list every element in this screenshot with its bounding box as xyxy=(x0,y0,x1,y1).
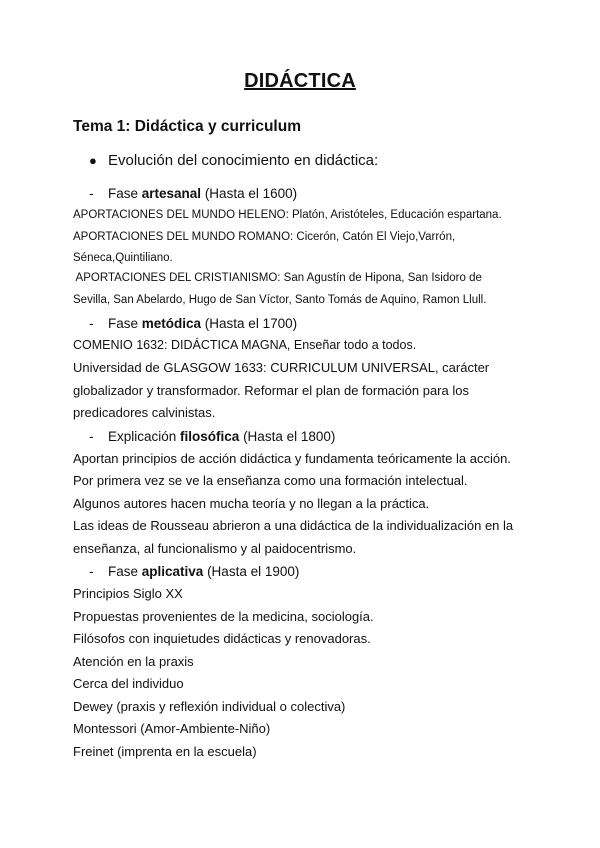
phase-heading xyxy=(108,564,299,579)
text-line: Aportan principios de acción didáctica y fundamenta teóricamente la acción. xyxy=(73,451,511,466)
phase-prefix: Fase xyxy=(108,564,142,579)
text-line: Por primera vez se ve la enseñanza como una formación intelectual. xyxy=(73,473,468,488)
phase-name: aplicativa xyxy=(141,564,204,579)
phase-heading xyxy=(108,316,297,331)
dash-marker: - xyxy=(89,428,94,444)
text-line: Principios Siglo XX xyxy=(73,586,183,601)
page-title: DIDÁCTICA xyxy=(244,70,356,92)
text-line: predicadores calvinistas. xyxy=(73,405,216,420)
dash-marker: - xyxy=(89,563,94,579)
text-line: Freinet (imprenta en la escuela) xyxy=(73,744,257,759)
text-line: Cerca del individuo xyxy=(73,676,184,691)
phase-heading xyxy=(108,186,297,201)
phase-prefix: Fase xyxy=(108,186,142,201)
bullet-text: Evolución del conocimiento en didáctica: xyxy=(108,152,379,169)
text-line: Propuestas provenientes de la medicina, sociología. xyxy=(73,609,374,624)
text-line: Universidad de GLASGOW 1633: CURRICULUM UNIVERSAL, carácter xyxy=(73,360,490,375)
dash-marker: - xyxy=(89,315,94,331)
phase-period: (Hasta el 1600) xyxy=(201,186,298,201)
phase-heading xyxy=(108,429,335,444)
phase-name: metódica xyxy=(141,316,202,331)
text-line: Las ideas de Rousseau abrieron a una didáctica de la individualización en la xyxy=(73,518,514,533)
text-line: enseñanza, al funcionalismo y al paidocentrismo. xyxy=(73,541,357,556)
text-line: APORTACIONES DEL MUNDO HELENO: Platón, Aristóteles, Educación espartana. xyxy=(73,209,502,221)
phase-name: filosófica xyxy=(180,429,240,444)
text-line: Dewey (praxis y reflexión individual o colectiva) xyxy=(73,699,346,714)
text-line: Montessori (Amor-Ambiente-Niño) xyxy=(73,721,271,736)
text-line: Sevilla, San Abelardo, Hugo de San Víctor, Santo Tomás de Aquino, Ramon Llull. xyxy=(73,294,487,306)
bullet-icon: ● xyxy=(89,153,97,168)
phase-period: (Hasta el 1900) xyxy=(203,564,300,579)
phase-period: (Hasta el 1700) xyxy=(201,316,298,331)
phase-period: (Hasta el 1800) xyxy=(239,429,336,444)
text-line: globalizador y transformador. Reformar el plan de formación para los xyxy=(73,383,469,398)
text-line: COMENIO 1632: DIDÁCTICA MAGNA, Enseñar todo a todos. xyxy=(73,338,417,352)
text-line: APORTACIONES DEL CRISTIANISMO: San Agustín de Hipona, San Isidoro de xyxy=(73,272,482,284)
section-heading: Tema 1: Didáctica y curriculum xyxy=(73,118,301,135)
text-line: Atención en la praxis xyxy=(73,654,194,669)
text-line: Algunos autores hacen mucha teoría y no llegan a la práctica. xyxy=(73,496,430,511)
dash-marker: - xyxy=(89,185,94,201)
phase-name: artesanal xyxy=(141,186,202,201)
text-line: APORTACIONES DEL MUNDO ROMANO: Cicerón, Catón El Viejo,Varrón, xyxy=(73,231,456,243)
phase-prefix: Explicación xyxy=(108,429,181,444)
text-line: Séneca,Quintiliano. xyxy=(73,252,173,264)
text-line: Filósofos con inquietudes didácticas y renovadoras. xyxy=(73,631,371,646)
phase-prefix: Fase xyxy=(108,316,142,331)
